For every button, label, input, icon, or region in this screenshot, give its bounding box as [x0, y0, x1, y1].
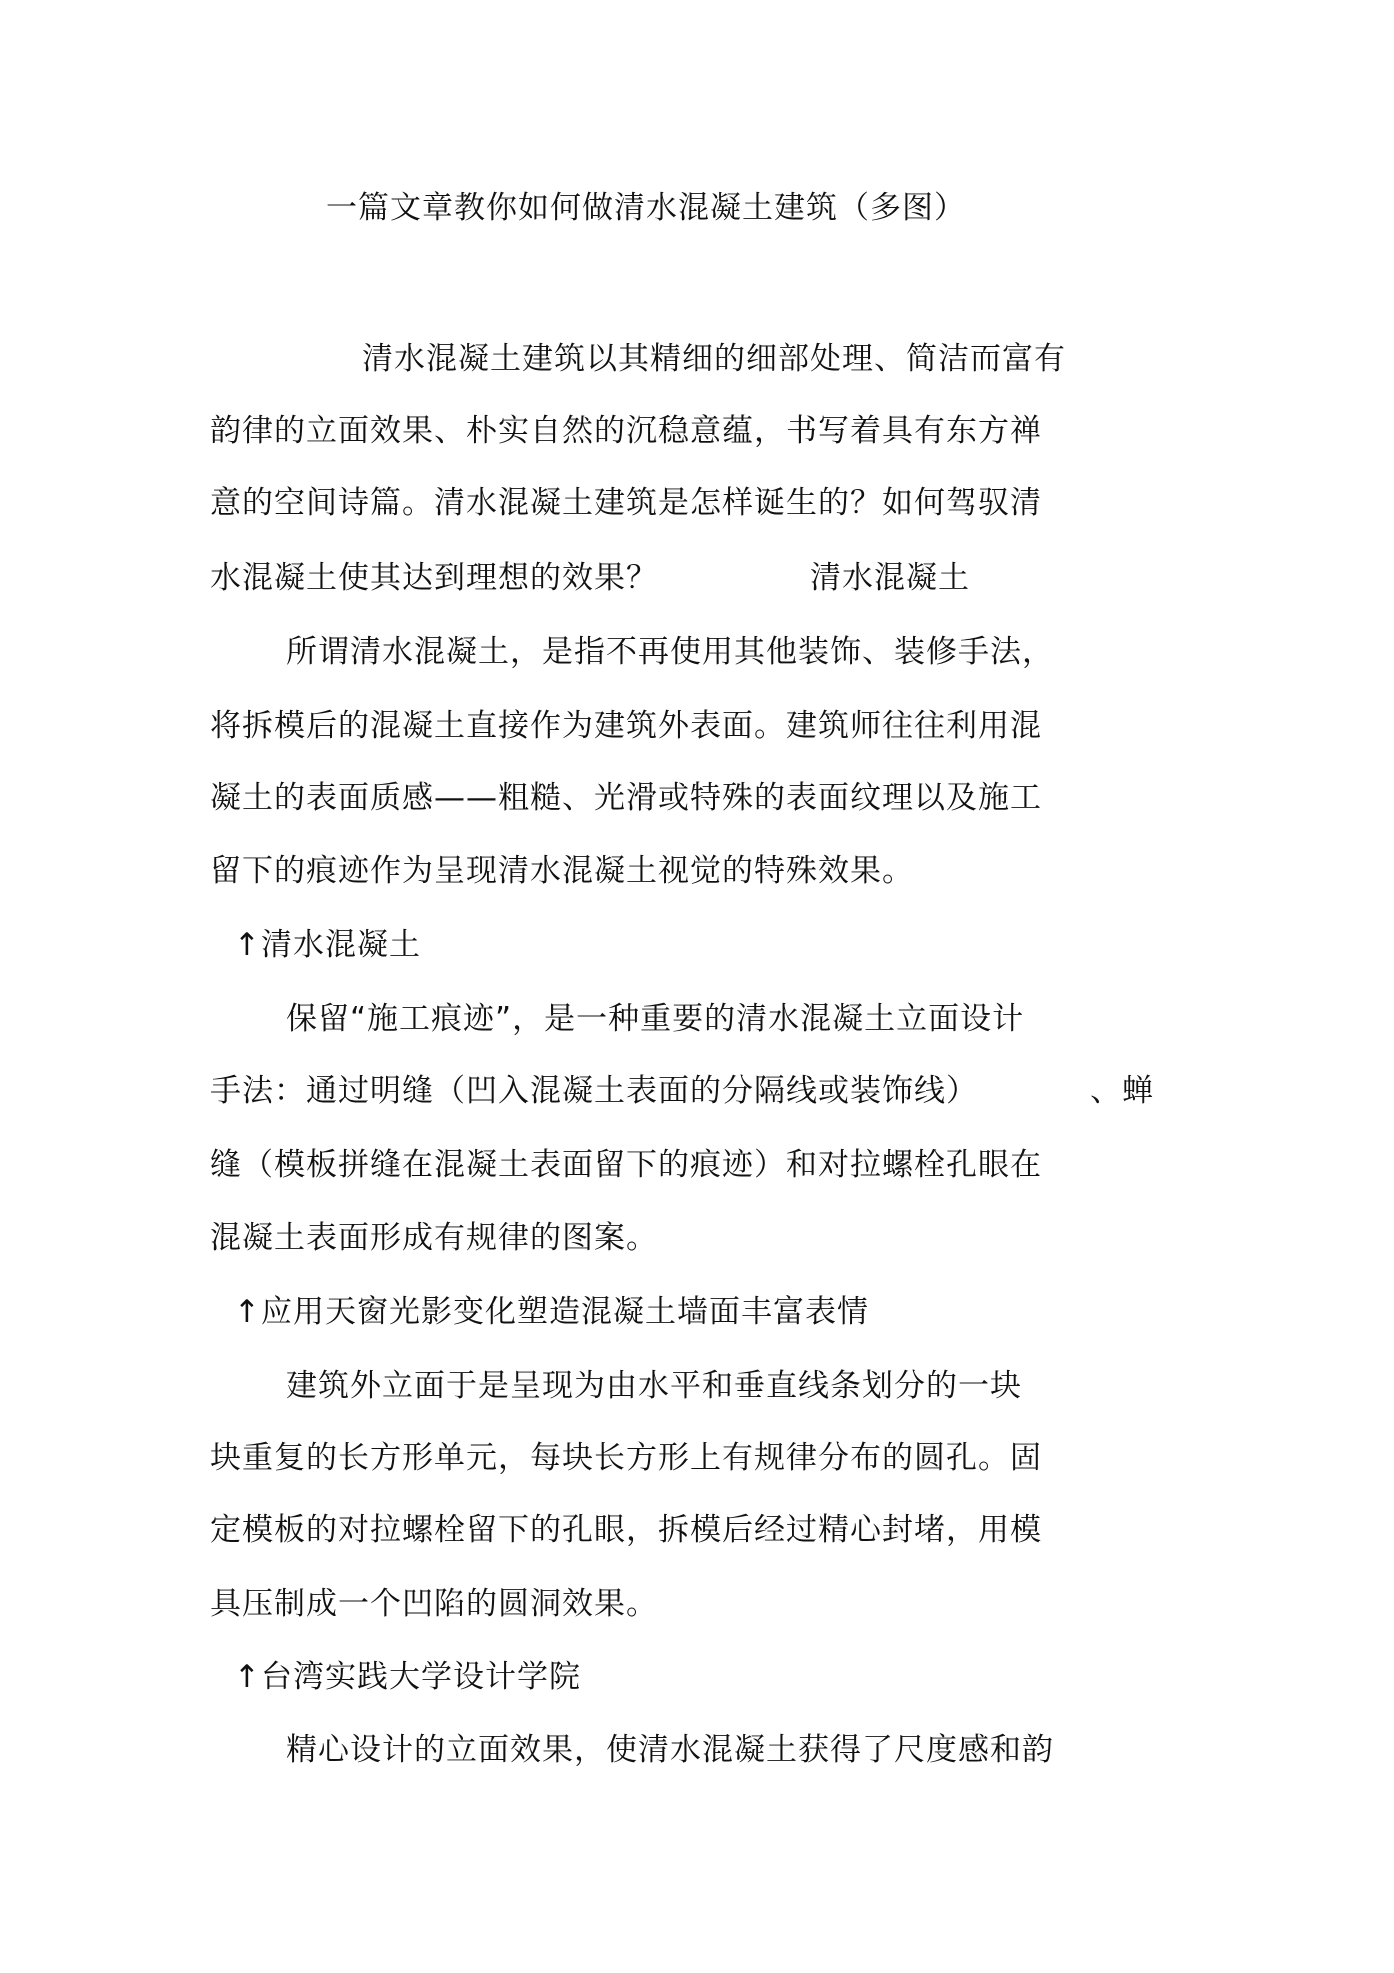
paragraph-line: 清水混凝土建筑以其精细的细部处理、简洁而富有: [362, 341, 1066, 377]
paragraph-line: 定模板的对拉螺栓留下的孔眼，拆模后经过精心封堵，用模: [210, 1512, 1042, 1548]
image-caption: ↑台湾实践大学设计学院: [234, 1659, 581, 1695]
paragraph-line: 缝（模板拼缝在混凝土表面留下的痕迹）和对拉螺栓孔眼在: [210, 1147, 1042, 1183]
paragraph-line: 保留“施工痕迹”，是一种重要的清水混凝土立面设计: [286, 1001, 1025, 1037]
paragraph-line: 留下的痕迹作为呈现清水混凝土视觉的特殊效果。: [210, 853, 914, 889]
paragraph-line: 精心设计的立面效果，使清水混凝土获得了尺度感和韵: [286, 1732, 1054, 1768]
paragraph-line: 混凝土表面形成有规律的图案。: [210, 1220, 658, 1256]
document-title: 一篇文章教你如何做清水混凝土建筑（多图）: [326, 190, 966, 226]
paragraph-line: 韵律的立面效果、朴实自然的沉稳意蕴，书写着具有东方禅: [210, 413, 1042, 449]
paragraph-line: 意的空间诗篇。清水混凝土建筑是怎样诞生的？如何驾驭清: [210, 485, 1042, 521]
paragraph-line: 水混凝土使其达到理想的效果？: [210, 560, 658, 596]
paragraph-line: 建筑外立面于是呈现为由水平和垂直线条划分的一块: [286, 1368, 1022, 1404]
paragraph-line: 将拆模后的混凝土直接作为建筑外表面。建筑师往往利用混: [210, 708, 1042, 744]
paragraph-line: 所谓清水混凝土，是指不再使用其他装饰、装修手法，: [286, 634, 1054, 670]
paragraph-line: 具压制成一个凹陷的圆洞效果。: [210, 1586, 658, 1622]
paragraph-line: 凝土的表面质感——粗糙、光滑或特殊的表面纹理以及施工: [210, 780, 1042, 816]
paragraph-line: 块重复的长方形单元，每块长方形上有规律分布的圆孔。固: [210, 1440, 1042, 1476]
paragraph-line: 手法：通过明缝（凹入混凝土表面的分隔线或装饰线）: [210, 1073, 978, 1109]
image-caption: ↑清水混凝土: [234, 927, 421, 963]
image-caption: ↑应用天窗光影变化塑造混凝土墙面丰富表情: [234, 1294, 869, 1330]
section-heading: 清水混凝土: [810, 560, 970, 596]
paragraph-line: 、蝉: [1090, 1073, 1154, 1109]
